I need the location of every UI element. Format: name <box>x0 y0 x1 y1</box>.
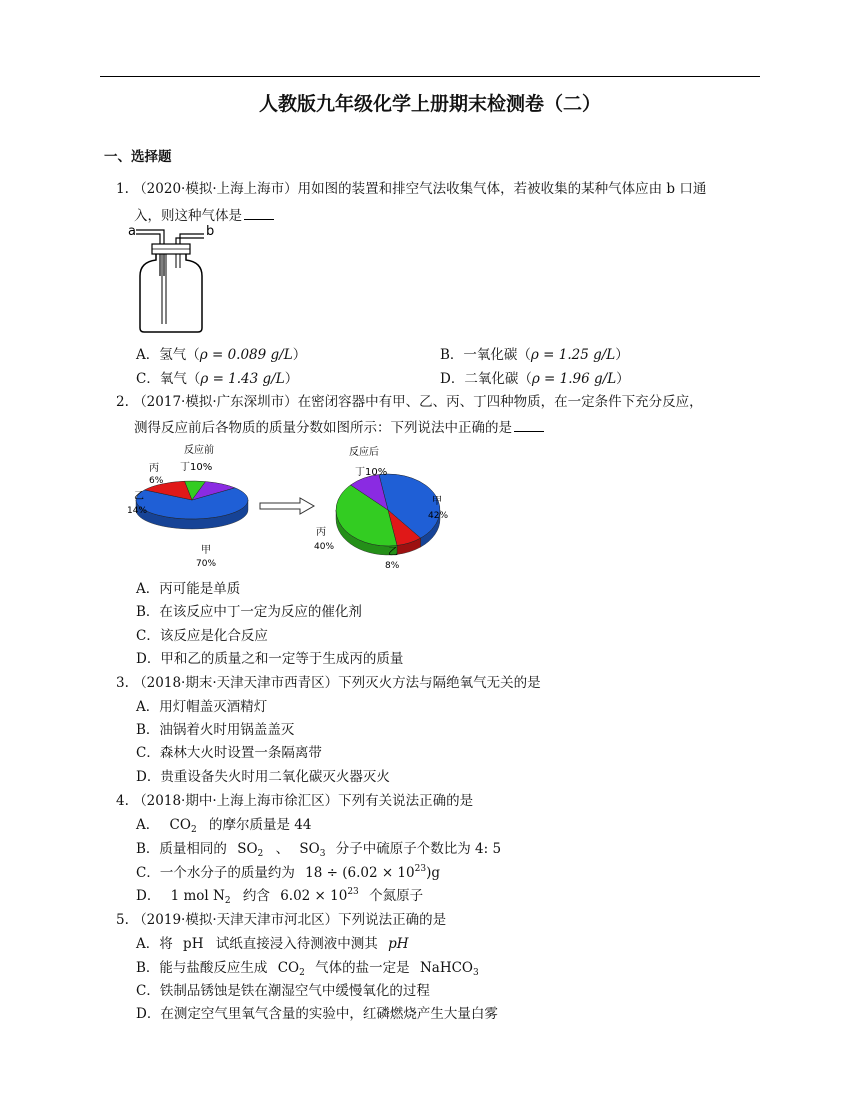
q3-option-a[interactable]: A．用灯帽盖灭酒精灯 <box>136 699 268 715</box>
q3-text-1: （2018·期末·天津天津市西青区）下列灭火方法与隔绝氧气无关的是 <box>133 675 541 691</box>
before-label-jia: 甲 <box>201 545 211 556</box>
q5-option-a[interactable]: A．将 pH 试纸直接浸入待测液中测其 pH <box>136 936 409 952</box>
q2-text-2: 测得反应前后各物质的质量分数如图所示：下列说法中正确的是 <box>134 420 512 436</box>
before-label-yi-pct: 14% <box>127 506 148 516</box>
before-label-bing: 丙 <box>149 463 159 474</box>
formula: $CO_2$ <box>169 817 197 835</box>
before-label-yi: 乙 <box>134 491 144 502</box>
q1-stem-line1 <box>116 177 706 197</box>
formula: NaHCO$_3$ <box>419 960 479 978</box>
before-label-bing-pct: 6% <box>149 476 164 486</box>
after-label-ding: 丁10% <box>355 467 388 478</box>
q3-option-c[interactable]: C．森林大火时设置一条隔离带 <box>136 745 322 761</box>
q5-stem-line1 <box>116 908 446 928</box>
q3-option-b[interactable]: B．油锅着火时用锅盖盖灭 <box>136 722 295 738</box>
q2-number: 2. <box>116 394 129 410</box>
q2-text-1: （2017·模拟·广东深圳市）在密闭容器中有甲、乙、丙、丁四种物质，在一定条件下充分反应， <box>133 394 703 410</box>
label-a: a <box>128 224 136 239</box>
after-title: 反应后 <box>349 447 379 458</box>
section-heading: 一、选择题 <box>104 149 172 165</box>
q5-option-b[interactable]: B．能与盐酸反应生成 $CO_2$ 气体的盐一定是 NaHCO$_3$ <box>136 960 479 978</box>
q2-stem-line2 <box>134 416 544 436</box>
formula: 1 mol $N_2$ <box>170 888 231 906</box>
q3-option-d[interactable]: D．贵重设备失火时用二氧化碳灭火器灭火 <box>136 769 390 785</box>
q1-option-c[interactable]: C．氧气（ρ = 1.43 g/L） <box>136 371 299 387</box>
q2-option-a[interactable]: A．丙可能是单质 <box>136 581 241 597</box>
formula: pH <box>183 936 204 952</box>
label-b: b <box>206 224 215 239</box>
q4-option-a[interactable]: A． $CO_2$ 的摩尔质量是 44 <box>136 817 312 835</box>
after-label-jia: 甲 <box>432 496 442 507</box>
density-formula: ρ = 1.96 g/L <box>531 371 617 387</box>
q4-text-1: （2018·期中·上海上海市徐汇区）下列有关说法正确的是 <box>133 793 474 809</box>
pie-chart-after <box>336 474 440 555</box>
q3-number: 3. <box>116 675 129 691</box>
q2-stem-line1 <box>116 390 703 410</box>
q4-option-c[interactable]: C．一个水分子的质量约为 $18 \div (6.02 \times 10^{23})g$ <box>136 864 440 881</box>
formula: $SO_3$ <box>299 841 326 859</box>
density-formula: ρ = 1.25 g/L <box>530 347 616 363</box>
pie-chart-before <box>136 481 248 529</box>
answer-blank <box>514 419 544 432</box>
q1-text-2: 入，则这种气体是 <box>134 208 242 224</box>
answer-blank <box>244 207 274 220</box>
q4-number: 4. <box>116 793 129 809</box>
density-formula: ρ = 0.089 g/L <box>199 347 293 363</box>
q5-text-1: （2019·模拟·天津天津市河北区）下列说法正确的是 <box>133 912 447 928</box>
before-label-ding: 丁10% <box>180 462 213 473</box>
q2-option-c[interactable]: C．该反应是化合反应 <box>136 628 268 644</box>
density-formula: ρ = 1.43 g/L <box>200 371 285 387</box>
top-rule <box>100 76 760 77</box>
gas-bottle-figure <box>122 220 218 336</box>
pie-chart-figure <box>122 440 462 575</box>
formula: $SO_2$ <box>237 841 264 859</box>
before-title: 反应前 <box>184 445 214 456</box>
after-label-jia-pct: 42% <box>428 511 449 521</box>
q4-stem-line1 <box>116 789 473 809</box>
q5-option-c[interactable]: C．铁制品锈蚀是铁在潮湿空气中缓慢氧化的过程 <box>136 983 430 999</box>
q2-option-d[interactable]: D．甲和乙的质量之和一定等于生成丙的质量 <box>136 651 404 667</box>
before-label-jia-pct: 70% <box>196 559 217 569</box>
formula: $CO_2$ <box>277 960 305 978</box>
after-label-yi: 乙 <box>388 547 398 558</box>
math-expression: $6.02 \times 10^{23}$ <box>280 887 359 904</box>
q1-number: 1. <box>116 181 129 197</box>
after-label-bing-pct: 40% <box>314 542 335 552</box>
formula: pH <box>388 936 409 952</box>
q1-option-d[interactable]: D．二氧化碳（ρ = 1.96 g/L） <box>440 371 630 387</box>
q5-number: 5. <box>116 912 129 928</box>
q1-option-a[interactable]: A．氢气（ρ = 0.089 g/L） <box>136 347 307 363</box>
q4-option-b[interactable]: B．质量相同的 $SO_2$ 、 $SO_3$ 分子中硫原子个数比为 4: 5 <box>136 841 502 859</box>
q1-option-b[interactable]: B．一氧化碳（ρ = 1.25 g/L） <box>440 347 629 363</box>
q1-text-1: （2020·模拟·上海上海市）用如图的装置和排空气法收集气体，若被收集的某种气体应由 b 口通 <box>133 181 707 197</box>
after-label-yi-pct: 8% <box>385 561 400 571</box>
after-label-bing: 丙 <box>316 527 326 538</box>
math-expression: $18 \div (6.02 \times 10^{23})g$ <box>305 864 440 881</box>
page-title: 人教版九年级化学上册期末检测卷（二） <box>258 93 601 115</box>
q5-option-d[interactable]: D．在测定空气里氧气含量的实验中，红磷燃烧产生大量白雾 <box>136 1006 498 1022</box>
q2-option-b[interactable]: B．在该反应中丁一定为反应的催化剂 <box>136 604 362 620</box>
arrow-icon <box>260 498 314 514</box>
q4-option-d[interactable]: D． 1 mol $N_2$ 约含 $6.02 \times 10^{23}$ 个氮原子 <box>136 887 424 906</box>
q3-stem-line1 <box>116 671 541 691</box>
